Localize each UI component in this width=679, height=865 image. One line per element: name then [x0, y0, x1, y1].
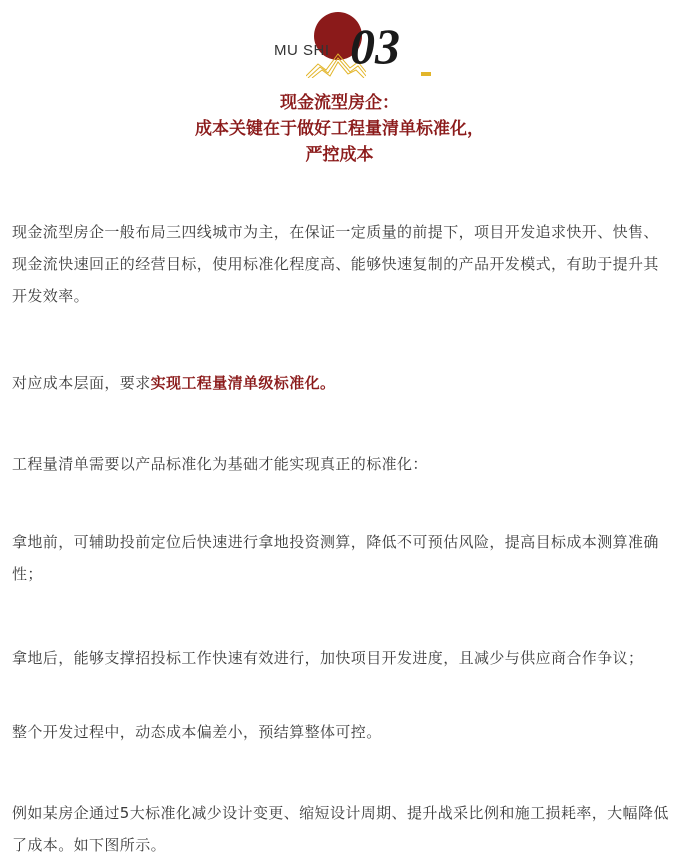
title-line-3: 严控成本	[305, 145, 374, 165]
paragraph-cost-level	[12, 367, 672, 399]
title-line-2: 成本关键在于做好工程量清单标准化，	[195, 119, 484, 139]
title-line-1: 现金流型房企：	[280, 93, 399, 113]
badge-brand-text: MU SHI	[274, 42, 330, 59]
paragraph-intro: 现金流型房企一般布局三四线城市为主，在保证一定质量的前提下，项目开发追求快开、快售、现金流快速回正的经营目标，使用标准化程度高、能够快速复制的产品开发模式，有助于提升其开发效率。	[12, 223, 659, 305]
paragraph-after-land: 拿地后，能够支撑招投标工作快速有效进行，加快项目开发进度，且减少与供应商合作争议；	[12, 649, 644, 667]
paragraph-before-land: 拿地前，可辅助投前定位后快速进行拿地投资测算，降低不可预估风险，提高目标成本测算准确性；	[12, 533, 659, 583]
section-title	[0, 90, 679, 168]
paragraph-whole-process: 整个开发过程中，动态成本偏差小，预结算整体可控。	[12, 723, 382, 741]
paragraph-example: 例如某房企通过5大标准化减少设计变更、缩短设计周期、提升战采比例和施工损耗率，大幅降低了成本。如下图所示。	[12, 804, 669, 854]
paragraph-standardization: 工程量清单需要以产品标准化为基础才能实现真正的标准化：	[12, 455, 428, 473]
badge-accent-dash	[421, 72, 431, 76]
paragraph-cost-level-emphasis: 实现工程量清单级标准化。	[150, 374, 336, 392]
section-badge	[270, 6, 440, 82]
paragraph-cost-level-text: 对应成本层面，要求	[12, 374, 151, 392]
section-number: 03	[350, 18, 400, 74]
